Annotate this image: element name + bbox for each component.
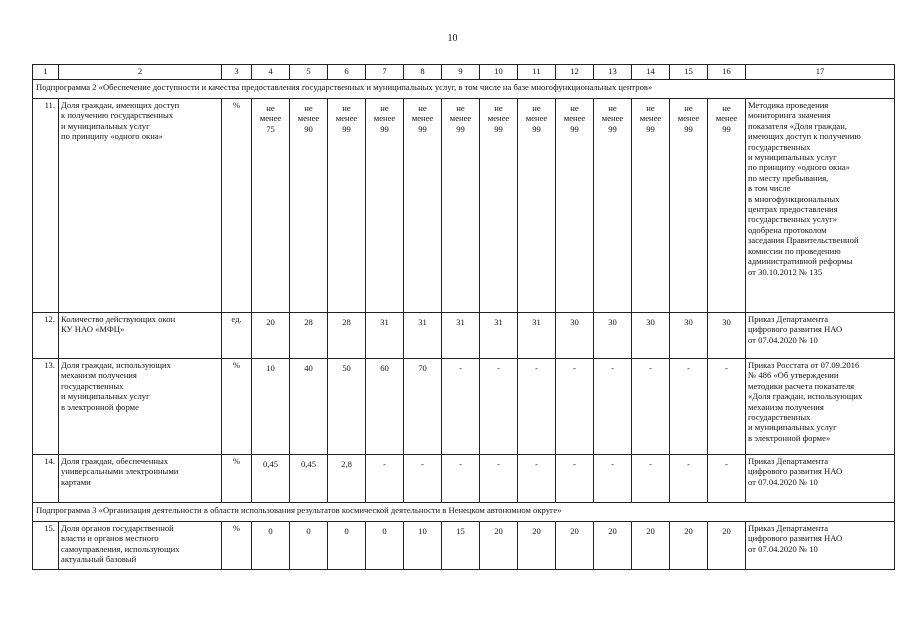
- value-cell: 30: [556, 313, 594, 359]
- value-cell: 31: [518, 313, 556, 359]
- value-cell: 10: [404, 522, 442, 570]
- source-cell: Методика проведения мониторинга значения показателя «Доля граждан, имеющих доступ к получению государственных и муниципальных услуг по принципу «одного окна» по месту пребывания, в том числе в многофункциональных центрах предоставления государственных услуг» одобрена протоколом заседания Правительственной комиссии по проведению административной реформы от 30.10.2012 № 135: [746, 99, 895, 313]
- column-number-cell: 7: [366, 65, 404, 80]
- unit-cell: %: [222, 455, 252, 503]
- value-cell: 0: [366, 522, 404, 570]
- row-number: 12.: [33, 313, 59, 359]
- row-number: 13.: [33, 359, 59, 455]
- column-number-cell: 16: [708, 65, 746, 80]
- column-number-cell: 15: [670, 65, 708, 80]
- value-cell: 20: [670, 522, 708, 570]
- value-cell: 20: [480, 522, 518, 570]
- unit-cell: %: [222, 359, 252, 455]
- indicator-name: Количество действующих окон КУ НАО «МФЦ»: [59, 313, 222, 359]
- page-number: 10: [447, 33, 458, 44]
- value-cell: не менее 99: [328, 99, 366, 313]
- value-cell: -: [480, 455, 518, 503]
- value-cell: не менее 90: [290, 99, 328, 313]
- value-cell: не менее 99: [708, 99, 746, 313]
- unit-cell: %: [222, 522, 252, 570]
- value-cell: 20: [594, 522, 632, 570]
- value-cell: не менее 99: [556, 99, 594, 313]
- value-cell: 28: [328, 313, 366, 359]
- value-cell: 30: [594, 313, 632, 359]
- column-number-cell: 4: [252, 65, 290, 80]
- value-cell: -: [594, 359, 632, 455]
- column-number-cell: 9: [442, 65, 480, 80]
- value-cell: -: [556, 455, 594, 503]
- table-row: [33, 99, 895, 313]
- unit-cell: %: [222, 99, 252, 313]
- value-cell: -: [670, 455, 708, 503]
- column-number-cell: 11: [518, 65, 556, 80]
- column-number-cell: 8: [404, 65, 442, 80]
- column-number-cell: 10: [480, 65, 518, 80]
- value-cell: 50: [328, 359, 366, 455]
- value-cell: 31: [404, 313, 442, 359]
- column-number-cell: 5: [290, 65, 328, 80]
- value-cell: не менее 99: [670, 99, 708, 313]
- value-cell: не менее 99: [594, 99, 632, 313]
- column-number-row: [33, 65, 895, 80]
- source-cell: Приказ Департамента цифрового развития НАО от 07.04.2020 № 10: [746, 313, 895, 359]
- value-cell: 20: [632, 522, 670, 570]
- value-cell: 28: [290, 313, 328, 359]
- table-row: [33, 359, 895, 455]
- indicator-name: Доля органов государственной власти и органов местного самоуправления, использующих актуальный базовый: [59, 522, 222, 570]
- value-cell: не менее 99: [442, 99, 480, 313]
- indicator-name: Доля граждан, использующих механизм получения государственных и муниципальных услуг в электронной форме: [59, 359, 222, 455]
- source-cell: Приказ Департамента цифрового развития НАО от 07.04.2020 № 10: [746, 455, 895, 503]
- value-cell: 30: [670, 313, 708, 359]
- value-cell: 31: [480, 313, 518, 359]
- column-number-cell: 2: [59, 65, 222, 80]
- value-cell: 0,45: [290, 455, 328, 503]
- value-cell: -: [670, 359, 708, 455]
- value-cell: 0: [290, 522, 328, 570]
- column-number-cell: 14: [632, 65, 670, 80]
- column-number-cell: 3: [222, 65, 252, 80]
- column-number-cell: 17: [746, 65, 895, 80]
- row-number: 15.: [33, 522, 59, 570]
- value-cell: -: [708, 359, 746, 455]
- value-cell: 0: [328, 522, 366, 570]
- value-cell: -: [442, 455, 480, 503]
- value-cell: 15: [442, 522, 480, 570]
- table-row: [33, 455, 895, 503]
- column-number-cell: 6: [328, 65, 366, 80]
- table-row: [33, 313, 895, 359]
- source-cell: Приказ Росстата от 07.09.2016 № 486 «Об утверждении методики расчета показателя «Доля граждан, использующих механизм получения государственных и муниципальных услуг в электронной форме»: [746, 359, 895, 455]
- subprogram-3-title: Подпрограмма 3 «Организация деятельности в области использования результатов космической деятельности в Ненецком автономном округе»: [33, 503, 895, 522]
- value-cell: -: [708, 455, 746, 503]
- indicator-name: Доля граждан, имеющих доступ к получению государственных и муниципальных услуг по принципу «одного окна»: [59, 99, 222, 313]
- column-number-cell: 13: [594, 65, 632, 80]
- value-cell: 30: [708, 313, 746, 359]
- value-cell: 20: [708, 522, 746, 570]
- source-cell: Приказ Департамента цифрового развития НАО от 07.04.2020 № 10: [746, 522, 895, 570]
- column-number-cell: 1: [33, 65, 59, 80]
- indicator-name: Доля граждан, обеспеченных универсальными электронными картами: [59, 455, 222, 503]
- value-cell: 0,45: [252, 455, 290, 503]
- indicators-table: [32, 64, 895, 570]
- value-cell: -: [404, 455, 442, 503]
- value-cell: не менее 99: [366, 99, 404, 313]
- value-cell: -: [594, 455, 632, 503]
- value-cell: не менее 75: [252, 99, 290, 313]
- value-cell: не менее 99: [404, 99, 442, 313]
- subprogram-3-row: [33, 503, 895, 522]
- value-cell: 20: [252, 313, 290, 359]
- value-cell: 60: [366, 359, 404, 455]
- row-number: 11.: [33, 99, 59, 313]
- row-number: 14.: [33, 455, 59, 503]
- value-cell: -: [632, 359, 670, 455]
- value-cell: не менее 99: [518, 99, 556, 313]
- value-cell: 20: [556, 522, 594, 570]
- value-cell: -: [518, 455, 556, 503]
- value-cell: 0: [252, 522, 290, 570]
- value-cell: 40: [290, 359, 328, 455]
- subprogram-2-row: [33, 80, 895, 99]
- value-cell: не менее 99: [480, 99, 518, 313]
- value-cell: -: [518, 359, 556, 455]
- table-row: [33, 522, 895, 570]
- value-cell: -: [366, 455, 404, 503]
- subprogram-2-title: Подпрограмма 2 «Обеспечение доступности и качества предоставления государственных и муниципальных услуг, в том числе на базе многофункциональных центров»: [33, 80, 895, 99]
- value-cell: 31: [366, 313, 404, 359]
- column-number-cell: 12: [556, 65, 594, 80]
- value-cell: -: [632, 455, 670, 503]
- value-cell: -: [556, 359, 594, 455]
- value-cell: -: [442, 359, 480, 455]
- value-cell: 10: [252, 359, 290, 455]
- value-cell: 30: [632, 313, 670, 359]
- value-cell: 20: [518, 522, 556, 570]
- value-cell: 70: [404, 359, 442, 455]
- value-cell: 31: [442, 313, 480, 359]
- value-cell: 2,8: [328, 455, 366, 503]
- unit-cell: ед.: [222, 313, 252, 359]
- value-cell: -: [480, 359, 518, 455]
- value-cell: не менее 99: [632, 99, 670, 313]
